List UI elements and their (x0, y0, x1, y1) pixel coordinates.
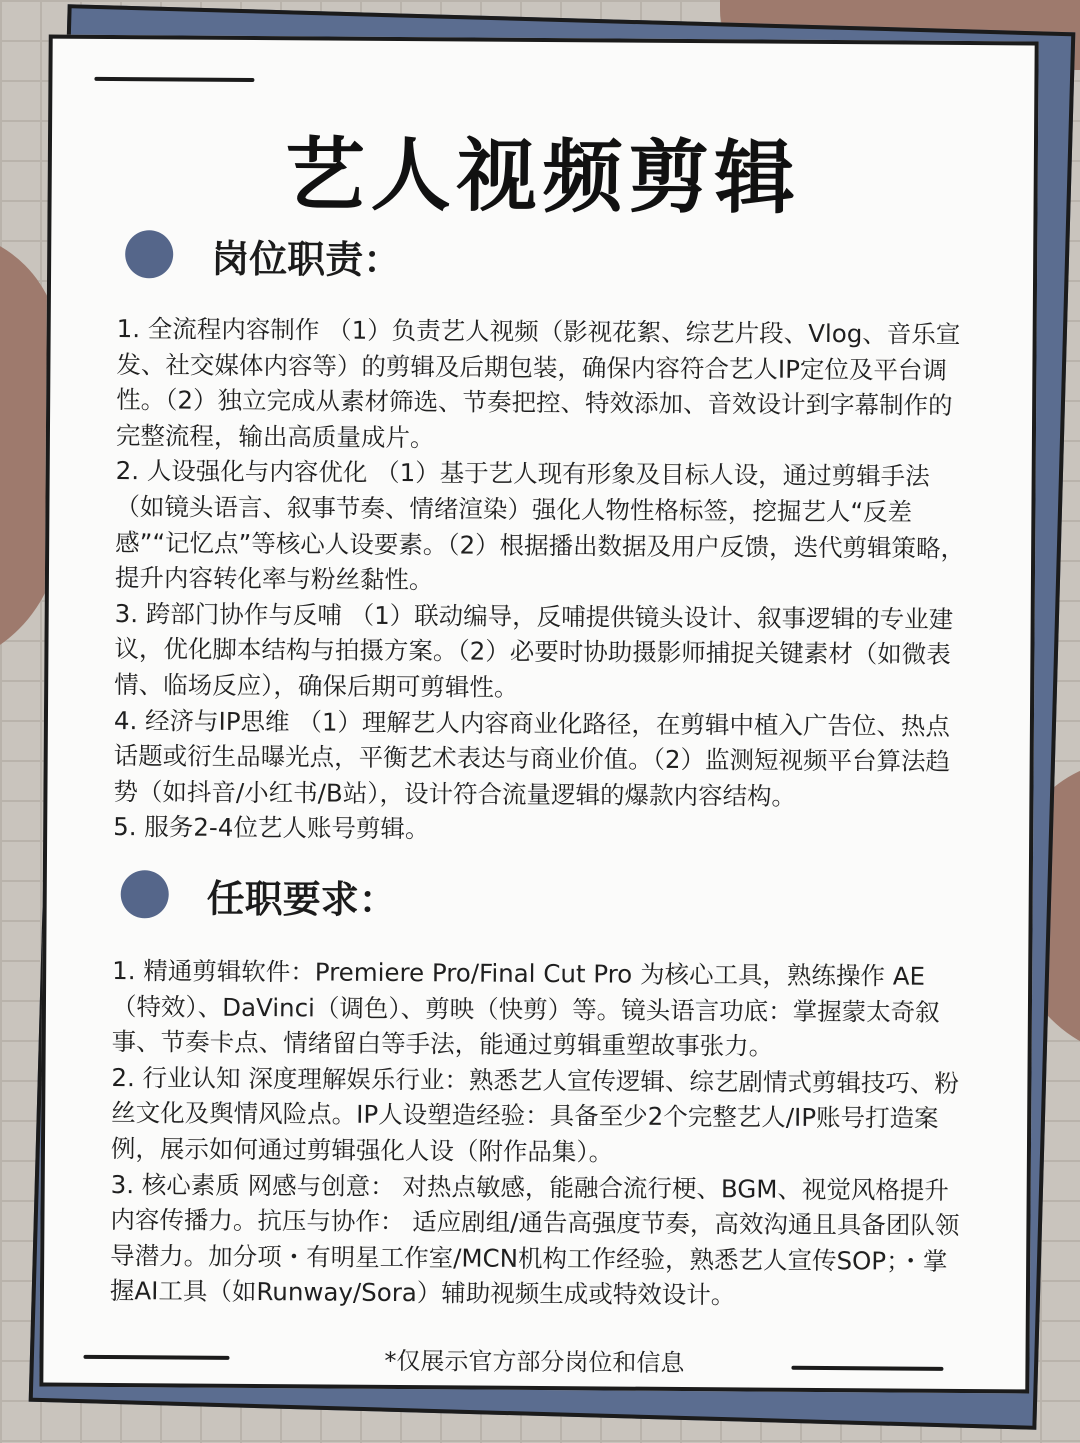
section-label: 任职要求： (206, 876, 397, 922)
bullet-dot-icon (121, 870, 169, 918)
page-title: 艺人视频剪辑 (284, 128, 802, 225)
duty-item: 2. 人设强化与内容优化 （1）基于艺人现有形象及目标人设，通过剪辑手法（如镜头语言、叙事节奏、情绪渲染）强化人物性格标签，挖掘艺人“反差感”“记忆点”等核心人设要素。（2）根据播出数据及用户反馈，迭代剪辑策略，提升内容转化率与粉丝黏性。 (114, 456, 966, 595)
requirement-item: 3. 核心素质 网感与创意： 对热点敏感，能融合流行梗、BGM、视觉风格提升内容传播力。抗压与协作： 适应剧组/通告高强度节奏，高效沟通且具备团队领导潜力。加分项・有明星工作室/MCN机构工作经验，熟悉艺人宣传SOP；・掌握AI工具（如Runway/Sora）辅助视频生成或特效设计。 (109, 1169, 960, 1310)
requirements-text (110, 953, 972, 1315)
bullet-dot-icon (125, 230, 173, 278)
requirement-item: 2. 行业认知 深度理解娱乐行业：熟悉艺人宣传逻辑、综艺剧情式剪辑技巧、粉丝文化及舆情风险点。IP人设塑造经验：具备至少2个完整艺人/IP账号打造案例，展示如何通过剪辑强化人设（附作品集）。 (110, 1062, 959, 1167)
front-paper-sheet (39, 35, 1038, 1394)
duty-item: 5. 服务2-4位艺人账号剪辑。 (113, 812, 430, 844)
section-label: 岗位职责： (211, 236, 402, 282)
duties-text (113, 311, 977, 851)
duty-item: 4. 经济与IP思维 （1）理解艺人内容商业化路径，在剪辑中植入广告位、热点话题或衍生品曝光点，平衡艺术表达与商业价值。（2）监测短视频平台算法趋势（如抖音/小红书/B站），设计符合流量逻辑的爆款内容结构。 (113, 705, 951, 811)
decor-line-top (94, 77, 254, 82)
section-heading-requirements (121, 869, 397, 921)
footnote: *仅展示官方部分岗位和信息 (384, 1346, 685, 1378)
requirement-item: 1. 精通剪辑软件：Premiere Pro/Final Cut Pro 为核心工具，熟练操作 AE（特效）、DaVinci（调色）、剪映（快剪）等。镜头语言功底：掌握蒙太奇叙事、节奏卡点、情绪留白等手法，能通过剪辑重塑故事张力。 (111, 956, 940, 1061)
duty-item: 3. 跨部门协作与反哺 （1）联动编导，反哺提供镜头设计、叙事逻辑的专业建议，优化脚本结构与拍摄方案。（2）必要时协助摄影师捕捉关键素材（如微表情、临场反应），确保后期可剪辑性。 (114, 598, 954, 702)
duty-item: 1. 全流程内容制作 （1）负责艺人视频（影视花絮、综艺片段、Vlog、音乐宣发、社交媒体内容等）的剪辑及后期包装，确保内容符合艺人IP定位及平台调性。（2）独立完成从素材筛选、节奏把控、特效添加、音效设计到字幕制作的完整流程，输出高质量成片。 (115, 314, 961, 453)
section-heading-duties (125, 229, 401, 281)
